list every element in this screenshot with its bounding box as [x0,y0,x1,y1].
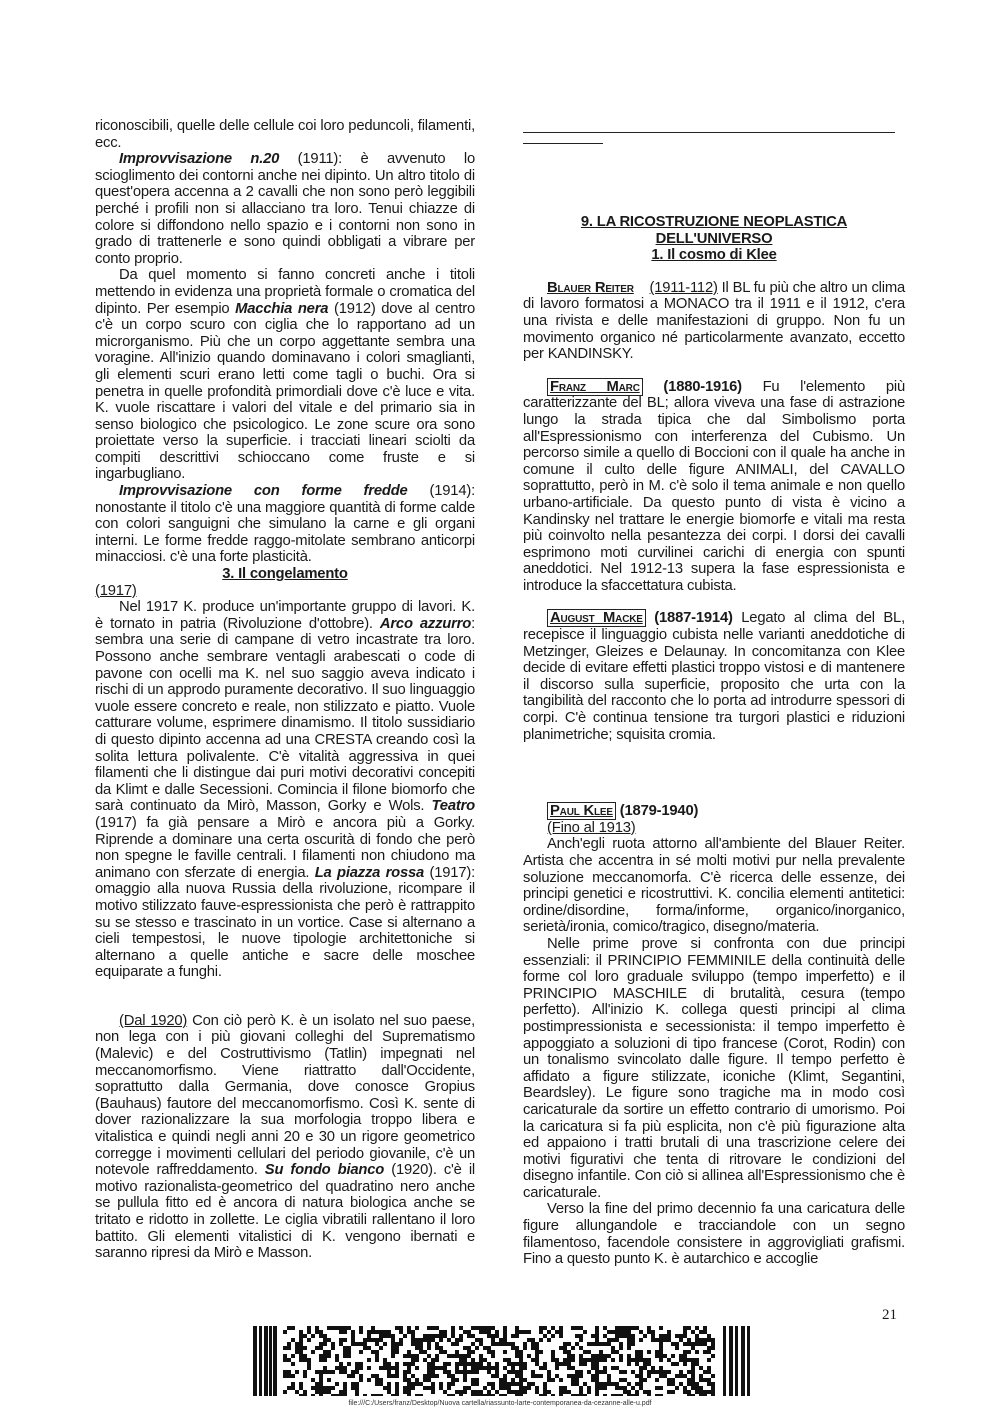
spacer [95,981,475,1013]
section-heading: 1. Il cosmo di Klee [651,247,777,264]
period-label [523,820,905,837]
paragraph-text: (1911): è avvenuto lo scioglimento dei contorni anche nei dipinto. Un altro titolo di quest'opera accenna a 2 cavalli che non sono però leggibili perché i profili non si allacciano tra loro. Tenui chiazze di colore si diffondono nello spazio e i contorni non sono in grado di trattenerle e sono quindi obbligati a vibrare per conto proprio. [95,151,475,267]
paragraph-text: Nel 1917 K. produce un'importante gruppo di lavori. K. è tornato in patria (Rivoluzione d'ottobre). [95,599,475,632]
paragraph: Anch'egli ruota attorno all'ambiente del Blauer Reiter. Artista che accentra in sé molti motivi pur nella prevalente soluzione meccanomorfa. C'è ricerca delle essenze, dei principi genetici e ricostruttivi. K. concilia elementi antitetici: ordine/disordine, forma/informe, organico/inorganico, serietà/ironia, comico/tragico, disegno/materia. [523,836,905,936]
artwork-title: Arco azzurro [379,615,472,632]
paragraph-text: Legato al clima del BL, recepisce il linguaggio cubista nelle varianti aneddotiche di Metzinger, Gleizes e Delaunay. In concomitanza con Klee decide di evitare effetti plastici troppo vistosi e di mantenere il discorso sulla superficie, proposito che urta con la tangibilità del racconto che lo porta ad introdurre spessori di corpi. C'è continua tensione tra turgori plastici e riduzioni planimetriche; squisita cromia. [523,610,905,743]
paragraph-text: (1912) dove al centro c'è un corpo scuro con ciglia che lo rapportano ad un microrganismo. Più che un corpo aggettante sembra una voragine. All'inizio quando dominavano i colori smaglianti, gli elementi scuri erano letti come tagli o buchi. Ora si penetra in quelle profondità primordiali dove c'è luce e vita. K. vuole riscattare i valori del vitale e del primario sia in senso biologico che psicologico. Le zone scure ora sono proiettate verso la superficie. i tracciati lineari sciolti da compiti descrittivi schioccano come fruste e si ingarbugliano. [95,300,475,483]
artist-dates: (1887-1914) [645,610,733,627]
paragraph [95,151,475,267]
artist-dates: (1880-1916) [642,378,742,395]
paragraph-text: (1920). c'è il motivo razionalista-geometrico del quadratino nero anche se pullula fitto ed è ancora di natura biologica anche se tritato e ridotto in zollette. Le ciglia vibratili rallentano il loro battito. Gli elementi vitalistici di K. vengono ibernati e saranno ripresi da Mirò e Masson. [95,1162,476,1262]
paragraph [95,267,475,483]
paragraph-text: Il BL fu più che altro un clima di lavoro formatosi a MONACO tra il 1911 e il 1912, c'era una rivista e delle manifestazioni di gruppo. Non fu un movimento organico né particolarmente avanzato, eccetto per KANDINSKY. [523,279,905,363]
page-number: 21 [882,1307,897,1323]
separator-line-short [523,133,603,144]
paragraph [523,379,905,595]
spacer [523,264,905,280]
paragraph-text: (1917): omaggio alla nuova Russia della rivoluzione, ricompare il motivo stilizzato fauve-espressionista che però è rattrappito su se stesso e trascinato in un vortice. Case si alternano a cieli tempestosi, le nuove tipologie architettoniche si alternano a quelle antiche e sacre delle moschee equiparate a funghi. [95,864,475,981]
paragraph [523,280,905,363]
right-column [523,118,905,1268]
paragraph-text: (1914): nonostante il titolo c'è una maggiore quantità di forme calde con colori sanguigni che simulano la carne e gli organi interni. Le forme fredde raggo-mitolate sembrano anticorpi minacciosi. c'è una forte plasticità. [95,483,475,566]
artist-name: August Macke [547,609,646,627]
artist-name: Paul Klee [547,802,616,820]
artist-name: Franz Marc [547,378,643,396]
artwork-title: Improvvisazione con forme fredde [119,483,408,500]
period-date: (1917) [95,582,137,599]
barcode-image [253,1326,754,1396]
spacer [523,363,905,379]
paragraph [523,610,905,743]
paragraph-text: (1917) fa già pensare a Mirò e ancora più a Gorky. Riprende a dominare una certa oscurità di fondo che però non spegne le faville centrali. I filamenti non chiudono ma animano con sferzate di energia. [95,814,475,881]
period-date: (Dal 1920) [119,1012,188,1029]
artwork-title: Improvvisazione n.20 [119,151,280,168]
spacer [523,594,905,610]
period-label [95,583,475,600]
paragraph-text: Fu l'elemento più caratterizzante del BL; allora viveva una fase di astrazione lungo la strada tipica che dal Simbolismo porta all'Espressionismo con interferenza del Cubismo. Un percorso simile a quello di Boccioni con il quale ha anche in comune il culto delle figure ANIMALI, del CAVALLO soprattutto, però in M. c'è solo il tema animale e non quello urbano-artificiale. Da questo punto di vista è vicino a Kandinsky nel trattare le energie biomorfe e vitali ma resta più coinvolto nella pesantezza dei corpi. I dorsi dei cavalli esprimono moti curvilinei carichi di energia con spunti aneddotici. Nel 1912-13 supera la fase espressionista e introduce la sfaccettatura cubista. [523,378,905,594]
chapter-heading: 9. LA RICOSTRUZIONE NEOPLASTICA [580,214,848,230]
left-column [95,118,475,1262]
paragraph: Verso la fine del primo decennio fa una caricatura delle figure allungandole e tracciandole con un segno filamentoso, facendole consistere in aggrovigliati grafismi. Fino a questo punto K. è autarchico e accoglie [523,1201,905,1268]
chapter-heading: DELL'UNIVERSO [655,230,773,247]
section-heading: 3. Il congelamento [222,566,348,583]
movement-name: Blauer Reiter [547,279,634,296]
paragraph-text: : sembra una serie di campane di vetro incastrate tra loro. Possono anche sembrare ventagli arabescati o code di pavone con ocelli ma K. nel suo saggio aveva indicato i rischi di un approdo puramente decorativo. Il suo linguaggio vuole essere concreto e reale, non stilizzato e piatto. Vuole catturare volume, esprimere dinamismo. Il titolo sussidiario di questo dipinto accenna ad una CRESTA creando così la solita lettura polivalente. C'è vitalità aggressiva in quei filamenti che li distingue dai puri motivi decorativi concepiti da Klimt e dalle Secessioni. Comincia il filone biomorfo che sarà continuato da Mirò, Masson, Gorky e Wols. [95,615,475,815]
separator-line [523,118,895,133]
artwork-title: La piazza rossa [314,864,425,881]
period-date: (Fino al 1913) [547,819,636,836]
paragraph [95,1013,475,1262]
artwork-title: Su fondo bianco [264,1162,385,1179]
paragraph: Nelle prime prove si confronta con due principi essenziali: il PRINCIPIO FEMMINILE della continuità delle forme col loro graduale sviluppo (tempo imperfetto) e il PRINCIPIO MASCHILE di brutalità, cesura (tempo perfetto). All'inizio K. collega questi principi al clima postimpressionista e secessionista: il tempo imperfetto è appoggiato a soluzioni di tipo francese (Corot, Rodin) con un tonalismo svincolato dalle figure. Il tempo perfetto è affidato a figure stilizzate, iconiche (Klimt, Segantini, Beardsley). Le figure sono tragiche ma in modo così caricaturale da sortire un effetto contrario di umorismo. Poi la caricatura si fa più esplicita, non c'è più figurazione alta ed appaiono i tratti brutali di una trascrizione celere dei motivi figurativi che tenta di ritrovare le condizioni del disegno infantile. Con ciò si allinea all'Espressionismo che è caricaturale. [523,935,905,1201]
paragraph [95,599,475,981]
paragraph-text: Con ciò però K. è un isolato nel suo paese, non lega con i più giovani colleghi del Suprematismo (Malevic) e del Costruttivismo (Tatlin) impegnati nel meccanomorfismo. Viene riattratto dall'Occidente, soprattutto dalla Germania, dove conosce Gropius (Bauhaus) fautore del meccanomorfismo. Così K. sente di dover razionalizzare la sua morfologia troppo libera e vitalistica e quindi negli anni 20 e 30 un rigore geometrico corregge i movimenti cellulari del periodo giovanile, c'è un notevole raffreddamento. [95,1012,475,1179]
paragraph [95,483,475,566]
paragraph [523,803,905,820]
artwork-title: Teatro [431,798,475,815]
file-path-footer: file:///C:/Users/franz/Desktop/Nuova cartella/riassunto-larte-contemporanea-da-cezanne-alle-u.pdf [348,1400,652,1407]
artwork-title: Macchia nera [235,300,329,317]
paragraph-text: Da quel momento si fanno concreti anche i titoli mettendo in evidenza una proprietà formale o cromatica del dipinto. Per esempio [95,267,475,317]
spacer [523,743,905,803]
period-date: (1911-112) [649,279,718,296]
paragraph: riconoscibili, quelle delle cellule coi loro peduncoli, filamenti, ecc. [95,118,475,151]
artist-dates: (1879-1940) [615,803,699,820]
